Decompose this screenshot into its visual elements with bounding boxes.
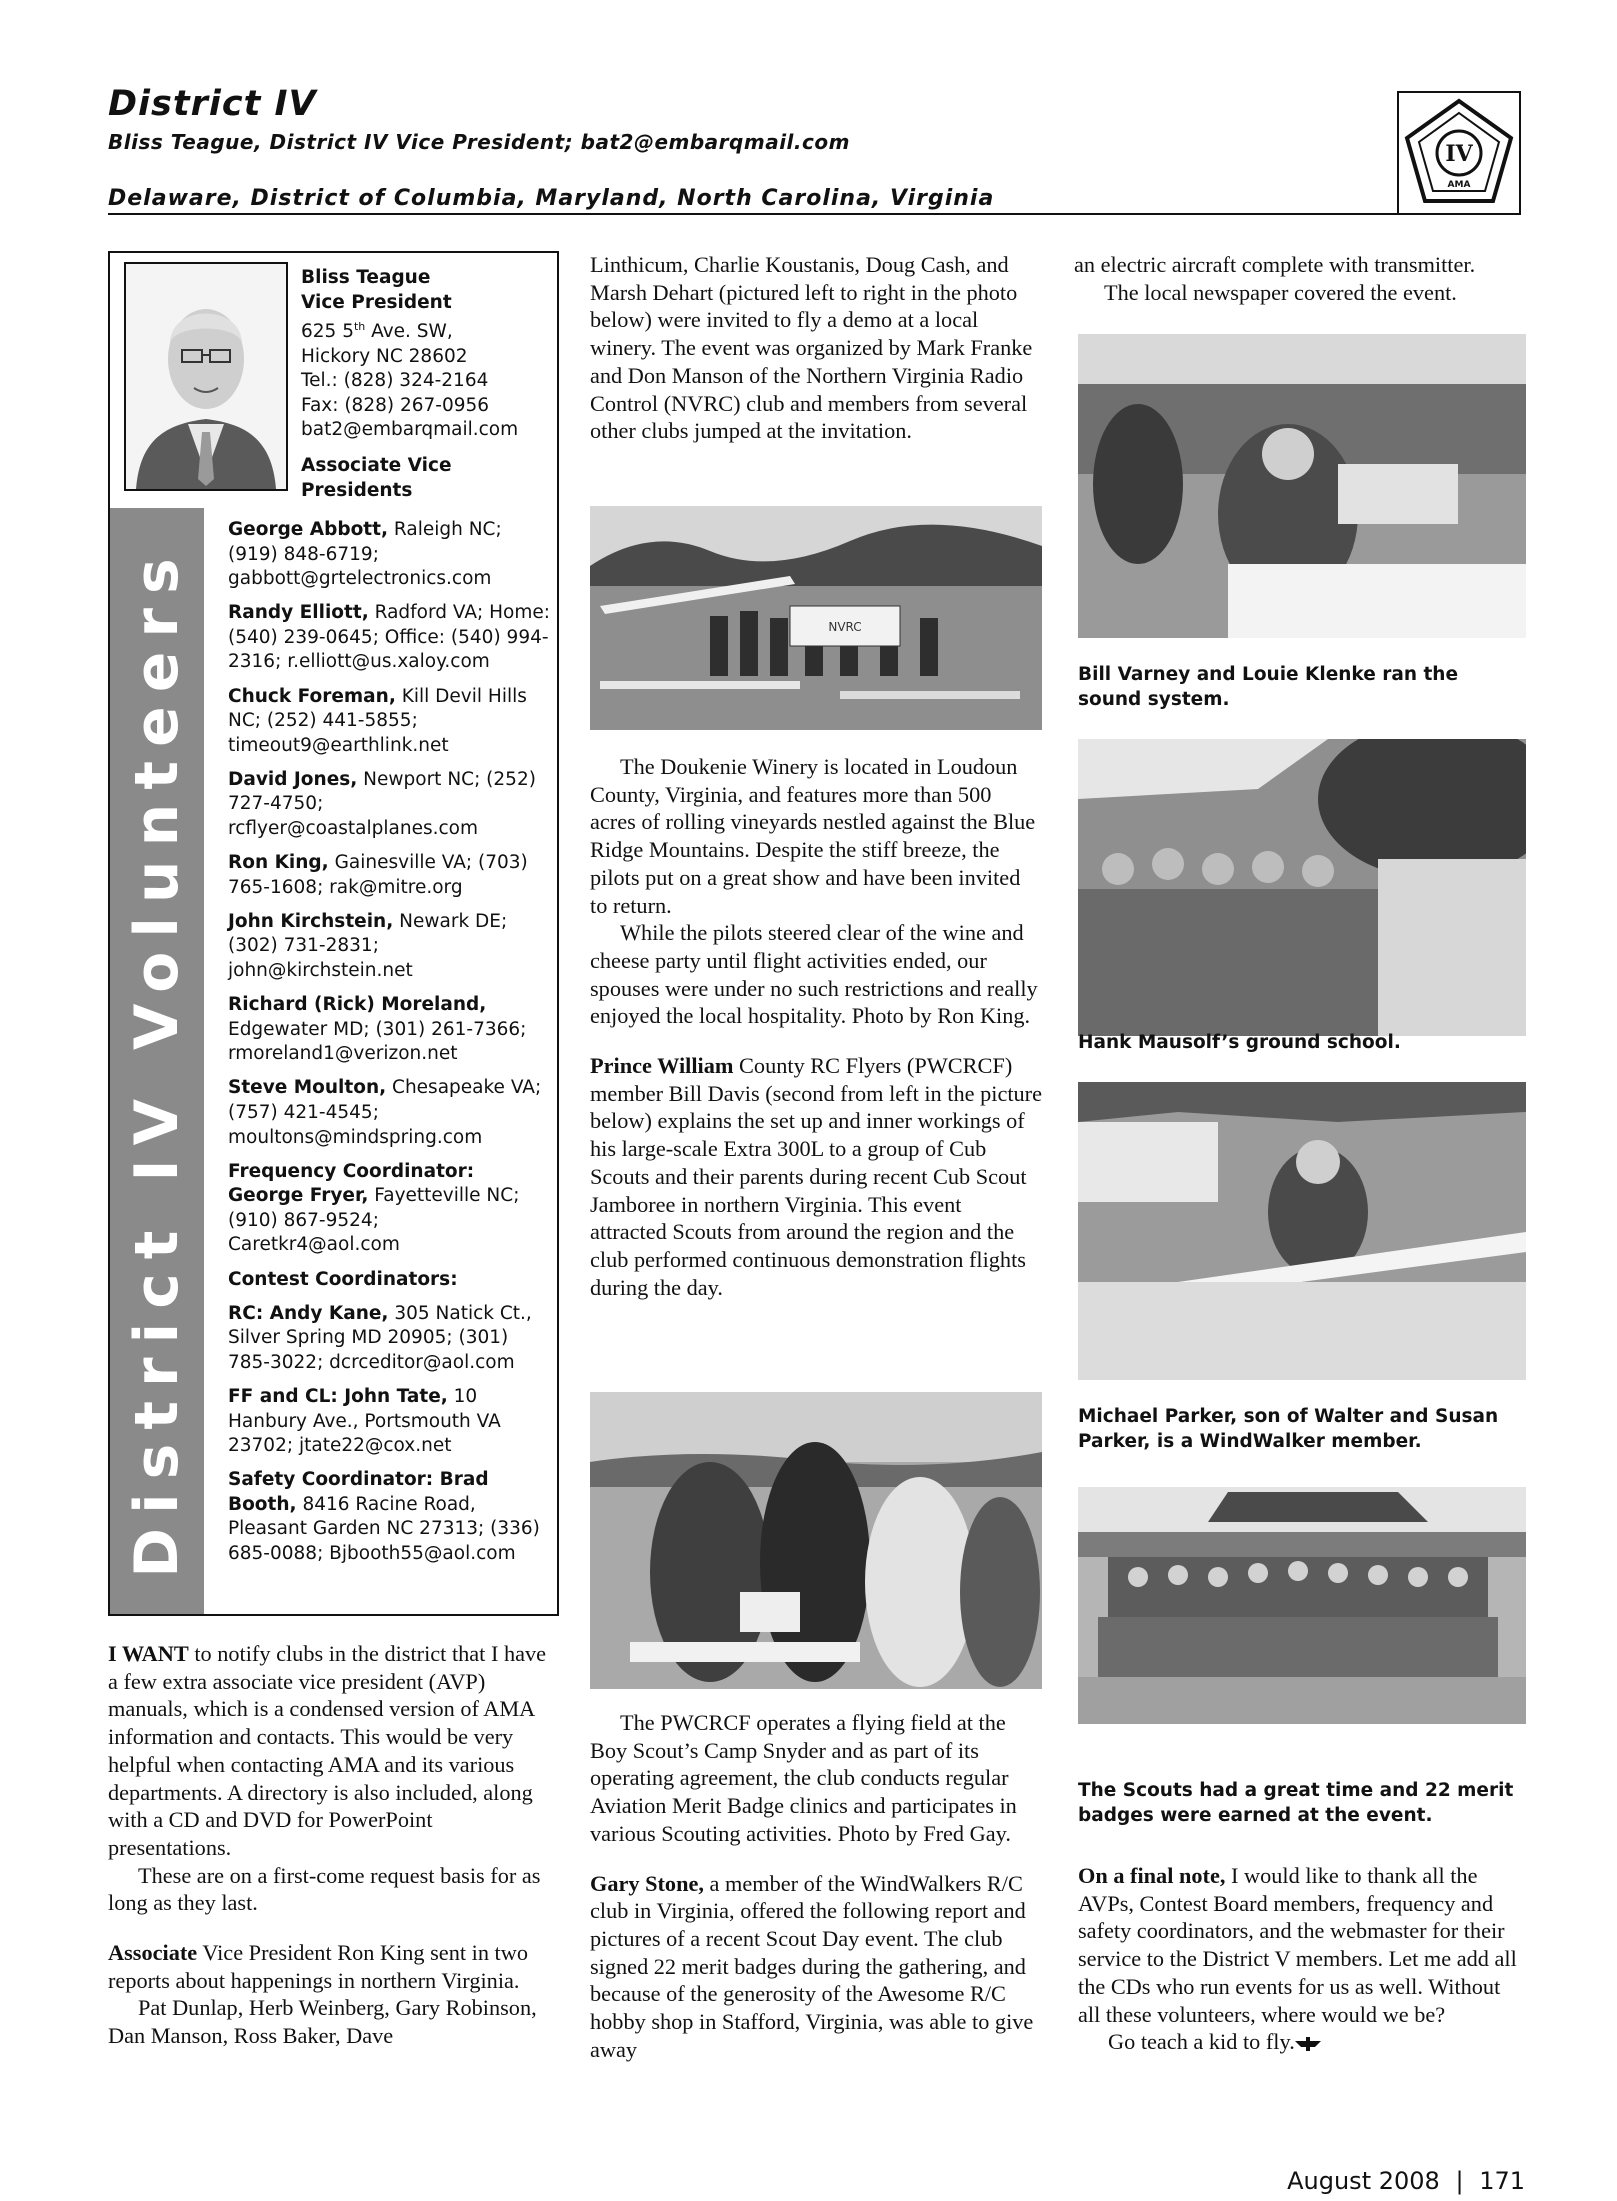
volunteer-details: Raleigh NC; (919) 848-6719; gabbott@grtelectronics.com bbox=[228, 519, 502, 590]
portrait-image bbox=[126, 264, 286, 489]
svg-text:IV: IV bbox=[1445, 141, 1473, 167]
column-3-bottom-text bbox=[1078, 1862, 1526, 2056]
volunteer-entry bbox=[228, 768, 553, 842]
paragraph bbox=[108, 1640, 559, 1862]
vp-contact-block bbox=[301, 266, 551, 443]
cub-scouts-image bbox=[590, 1392, 1042, 1689]
volunteer-entry bbox=[228, 1160, 553, 1258]
volunteer-entry bbox=[228, 1385, 553, 1459]
windwalker-member-photo bbox=[1078, 1082, 1526, 1380]
paragraph: The PWCRCF operates a flying field at the Boy Scout’s Camp Snyder and as part of its operating agreement, the club conducts regular Aviation Merit Badge clinics and participates in various Scouting activities. Photo by Fred Gay. bbox=[590, 1710, 1017, 1846]
vertical-label: District IV Volunteers bbox=[122, 544, 192, 1578]
volunteer-details: Newport NC; (252) 727-4750; rcflyer@coastalplanes.com bbox=[228, 768, 536, 840]
volunteer-entry bbox=[228, 601, 553, 675]
volunteer-details: Radford VA; Home: (540) 239-0645; Office: (540) 994-2316; r.elliott@us.xaloy.com bbox=[228, 602, 550, 673]
vp-tel: Tel.: (828) 324-2164 bbox=[301, 370, 489, 392]
windwalker-member-image bbox=[1078, 1082, 1526, 1380]
paragraph: These are on a first-come request basis for as long as they last. bbox=[108, 1862, 541, 1916]
vp-email[interactable]: bat2@embarqmail.com bbox=[301, 419, 519, 441]
volunteer-name: Frequency Coordinator: George Fryer, bbox=[228, 1160, 475, 1207]
pentagon-logo-icon bbox=[1399, 93, 1519, 213]
volunteer-name: Contest Coordinators: bbox=[228, 1268, 458, 1290]
volunteer-entry bbox=[228, 993, 553, 1067]
vp-city: Hickory NC 28602 bbox=[301, 345, 468, 367]
column-2-middle-text bbox=[590, 753, 1042, 1301]
volunteer-name: David Jones, bbox=[228, 768, 358, 790]
column-1-text bbox=[108, 1640, 559, 2050]
paragraph-text: a member of the WindWalkers R/C club in Virginia, offered the following report and pictures of a recent Scout Day event. The club signed 22 merit badges during the gathering, and because of the generosity of the Awesome R/C hobby shop in Stafford, Virginia, was able to give away bbox=[590, 1870, 1034, 2062]
assoc-heading-line2: Presidents bbox=[301, 479, 413, 501]
page-footer bbox=[1287, 2167, 1525, 2195]
vp-street-rest: Ave. SW, bbox=[365, 321, 453, 343]
volunteer-details: 10 Hanbury Ave., Portsmouth VA 23702; jtate22@cox.net bbox=[228, 1385, 501, 1457]
paragraph: The Doukenie Winery is located in Loudoun County, Virginia, and features more than 500 acres of rolling vineyards nestled against the Blue Ridge Mountains. Despite the stiff breeze, the pilots put on a great show and have been invited to return. bbox=[590, 754, 1036, 918]
paragraph-text: County RC Flyers (PWCRCF) member Bill Davis (second from left in the picture below) explains the set up and inner workings of his large-scale Extra 300L to a group of Cub Scouts and their parents during recent Cub Scout Jamboree in northern Virginia. This event attracted Scouts from around the region and the club performed continuous demonstration flights during the day. bbox=[590, 1053, 1043, 1300]
volunteer-name: Chuck Foreman, bbox=[228, 685, 396, 707]
ground-school-image bbox=[1078, 739, 1526, 1036]
vp-street bbox=[301, 315, 551, 345]
banner-text: NVRC bbox=[828, 620, 862, 634]
cub-scouts-photo bbox=[590, 1392, 1042, 1689]
paragraph bbox=[108, 1939, 559, 1994]
volunteer-name: George Abbott, bbox=[228, 519, 389, 540]
lead-in: Associate bbox=[108, 1940, 198, 1966]
footer-separator: | bbox=[1455, 2167, 1464, 2195]
volunteer-name: Safety Coordinator: Brad Booth, bbox=[228, 1469, 489, 1515]
paragraph-text: Vice President Ron King sent in two reports about happenings in northern Virginia. bbox=[108, 1940, 528, 1993]
column-2-top-text bbox=[590, 251, 1042, 445]
volunteer-entry bbox=[228, 851, 553, 900]
ama-end-mark-icon bbox=[1295, 2037, 1321, 2051]
closing-line: Go teach a kid to fly. bbox=[1108, 2029, 1295, 2055]
photo-caption: Bill Varney and Louie Klenke ran the sound system. bbox=[1078, 664, 1458, 710]
volunteer-entry bbox=[228, 518, 553, 592]
volunteer-entry bbox=[228, 1268, 553, 1293]
volunteer-details: Fayetteville NC; (910) 867-9524; Caretkr4@aol.com bbox=[228, 1185, 520, 1256]
volunteer-name: Randy Elliott, bbox=[228, 602, 369, 624]
assoc-heading-line1: Associate Vice bbox=[301, 455, 452, 476]
paragraph bbox=[590, 1870, 1042, 2064]
paragraph: an electric aircraft complete with transmitter. bbox=[1074, 252, 1476, 277]
photo-caption: Michael Parker, son of Walter and Susan Parker, is a WindWalker member. bbox=[1078, 1406, 1499, 1452]
column-3-top-text bbox=[1074, 251, 1526, 306]
district-states: Delaware, District of Columbia, Maryland, North Carolina, Virginia bbox=[108, 186, 995, 211]
sound-system-image bbox=[1078, 334, 1526, 638]
volunteer-details: Edgewater MD; (301) 261-7366; rmoreland1@verizon.net bbox=[228, 1018, 527, 1065]
header-rule bbox=[108, 213, 1404, 215]
paragraph bbox=[590, 1052, 1042, 1301]
volunteer-entry bbox=[228, 685, 553, 759]
lead-in: On a final note, bbox=[1078, 1863, 1226, 1888]
volunteer-name: Richard (Rick) Moreland, bbox=[228, 994, 487, 1016]
volunteer-entry bbox=[228, 910, 553, 984]
volunteer-name: RC: Andy Kane, bbox=[228, 1302, 389, 1324]
volunteer-details: 305 Natick Ct., Silver Spring MD 20905; (301) 785-3022; dcrceditor@aol.com bbox=[228, 1302, 532, 1373]
volunteer-list bbox=[228, 518, 553, 1576]
assoc-vp-heading bbox=[301, 454, 452, 503]
lead-in: Prince William bbox=[590, 1053, 734, 1079]
lead-in: I WANT bbox=[108, 1641, 189, 1666]
paragraph-text: I would like to thank all the AVPs, Contest Board members, frequency and safety coordinators, and the webmaster for their service to the District V members. Let me add all the CDs who run events for us as well. Without all these volunteers, where would we be? bbox=[1078, 1863, 1517, 2027]
vp-fax: Fax: (828) 267-0956 bbox=[301, 394, 490, 416]
vp-street-number: 625 5 bbox=[301, 321, 354, 343]
volunteer-entry bbox=[228, 1302, 553, 1376]
lead-in: Gary Stone, bbox=[590, 1870, 704, 1896]
paragraph bbox=[1078, 2028, 1526, 2056]
paragraph: While the pilots steered clear of the wine and cheese party until flight activities ended, our spouses were under no such restrictions and really enjoyed the local hospitality. Photo by Ron King. bbox=[590, 920, 1038, 1029]
scouts-group-image bbox=[1078, 1487, 1526, 1724]
photo-caption: The Scouts had a great time and 22 merit badges were earned at the event. bbox=[1078, 1780, 1514, 1826]
column-2-bottom-text bbox=[590, 1709, 1042, 2063]
vp-name: Bliss Teague bbox=[301, 267, 431, 288]
vp-street-suffix: th bbox=[353, 320, 366, 333]
volunteer-name: FF and CL: John Tate, bbox=[228, 1385, 448, 1407]
paragraph: Pat Dunlap, Herb Weinberg, Gary Robinson, Dan Manson, Ross Baker, Dave bbox=[108, 1995, 537, 2049]
volunteer-name: Ron King, bbox=[228, 852, 329, 874]
sound-system-photo bbox=[1078, 334, 1526, 638]
logo-text: AMA bbox=[1447, 180, 1471, 190]
volunteer-details: Kill Devil Hills NC; (252) 441-5855; timeout9@earthlink.net bbox=[228, 685, 527, 756]
paragraph: The local newspaper covered the event. bbox=[1104, 279, 1457, 305]
volunteer-entry bbox=[228, 1076, 553, 1150]
volunteer-details: Gainesville VA; (703) 765-1608; rak@mitre.org bbox=[228, 852, 528, 898]
paragraph: Linthicum, Charlie Koustanis, Doug Cash, and Marsh Dehart (pictured left to right in the photo below) were invited to fly a demo at a local winery. The event was organized by Mark Franke and Don Manson of the Northern Virginia Radio Control (NVRC) club and members from several other clubs jumped at the invitation. bbox=[590, 252, 1033, 444]
volunteer-details: Newark DE; (302) 731-2831; john@kirchstein.net bbox=[228, 910, 508, 981]
vp-portrait-photo bbox=[124, 262, 288, 491]
volunteer-name: Steve Moulton, bbox=[228, 1077, 387, 1099]
winery-pilots-image bbox=[590, 506, 1042, 730]
page-number: 171 bbox=[1479, 2167, 1525, 2195]
ground-school-photo bbox=[1078, 739, 1526, 1036]
vertical-label-bar bbox=[110, 508, 204, 1614]
volunteer-entry bbox=[228, 1468, 553, 1566]
ama-district-logo bbox=[1397, 91, 1521, 215]
page-subtitle: Bliss Teague, District IV Vice President; bat2@embarqmail.com bbox=[108, 130, 850, 154]
vp-title: Vice President bbox=[301, 291, 452, 313]
page-title: District IV bbox=[108, 84, 317, 124]
scouts-group-photo bbox=[1078, 1487, 1526, 1724]
photo-caption: Hank Mausolf’s ground school. bbox=[1078, 1032, 1401, 1053]
footer-date: August 2008 bbox=[1287, 2167, 1440, 2195]
paragraph bbox=[1078, 1862, 1526, 2028]
volunteer-details: Chesapeake VA; (757) 421-4545; moultons@mindspring.com bbox=[228, 1077, 542, 1148]
winery-demo-photo bbox=[590, 506, 1042, 730]
volunteer-details: 8416 Racine Road, Pleasant Garden NC 27313; (336) 685-0088; Bjbooth55@aol.com bbox=[228, 1493, 540, 1564]
volunteer-name: John Kirchstein, bbox=[228, 910, 394, 932]
paragraph-text: to notify clubs in the district that I have a few extra associate vice president (AVP) manuals, which is a condensed version of AMA information and contacts. This would be very helpful when contacting AMA and its various departments. A directory is also included, along with a CD and DVD for PowerPoint presentations. bbox=[108, 1641, 547, 1860]
